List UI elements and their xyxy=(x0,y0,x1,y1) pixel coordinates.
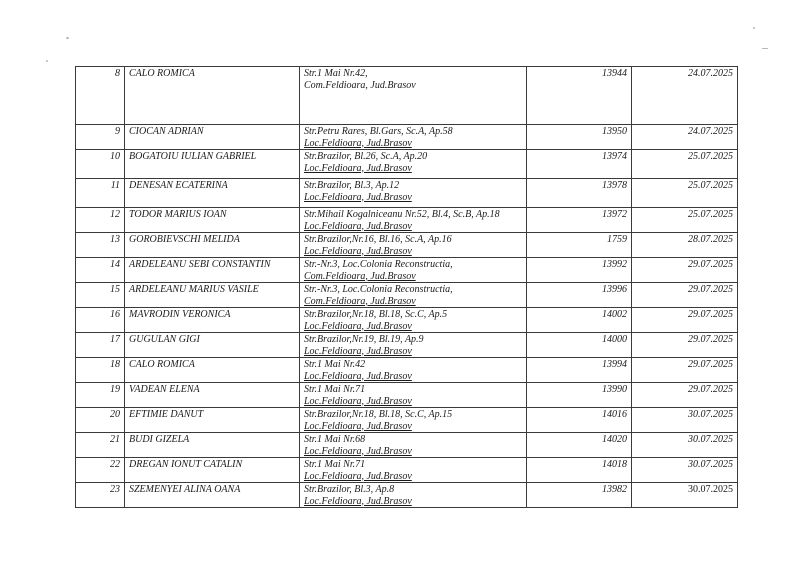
row-number-cell xyxy=(76,333,125,358)
address-line-2: Com.Feldioara, Jud.Brasov xyxy=(304,295,416,307)
address-line-2: Loc.Feldioara, Jud.Brasov xyxy=(304,220,412,232)
row-number: 9 xyxy=(115,126,120,137)
registration-date: 29.07.2025 xyxy=(688,334,733,345)
person-name-cell xyxy=(125,125,300,150)
registration-date: 25.07.2025 xyxy=(688,180,733,191)
row-number-cell xyxy=(76,179,125,208)
document-number: 13978 xyxy=(602,180,627,191)
table-row xyxy=(76,358,738,383)
document-number-cell xyxy=(527,383,632,408)
document-number: 14000 xyxy=(602,334,627,345)
address-line-1: Str.Brazilor,Nr.18, Bl.18, Sc.C, Ap.15 xyxy=(304,409,453,420)
person-name: SZEMENYEI ALINA OANA xyxy=(129,484,241,495)
address-line-2: Loc.Feldioara, Jud.Brasov xyxy=(304,445,412,457)
address-line-1: Str.1 Mai Nr.71 xyxy=(304,384,366,395)
table-row xyxy=(76,433,738,458)
scan-speck xyxy=(46,60,48,62)
table-row xyxy=(76,308,738,333)
person-name-cell xyxy=(125,408,300,433)
document-number: 13992 xyxy=(602,259,627,270)
document-number-cell xyxy=(527,433,632,458)
address-line-1: Str.Brazilor, Bl.3, Ap.8 xyxy=(304,484,395,495)
document-number-cell xyxy=(527,458,632,483)
row-number-cell xyxy=(76,150,125,179)
person-name-cell xyxy=(125,67,300,125)
person-name-cell xyxy=(125,150,300,179)
person-name-cell xyxy=(125,179,300,208)
row-number-cell xyxy=(76,383,125,408)
row-number: 11 xyxy=(110,180,120,191)
address-line-1: Str.1 Mai Nr.42 xyxy=(304,359,366,370)
address-line-1: Str.1 Mai Nr.71 xyxy=(304,459,366,470)
address-line-2: Loc.Feldioara, Jud.Brasov xyxy=(304,370,412,382)
date-cell xyxy=(632,383,738,408)
registration-date: 25.07.2025 xyxy=(688,151,733,162)
row-number: 18 xyxy=(110,359,120,370)
person-name: TODOR MARIUS IOAN xyxy=(129,209,227,220)
row-number: 17 xyxy=(110,334,120,345)
document-number: 13974 xyxy=(602,151,627,162)
scan-speck xyxy=(762,48,768,49)
table-row xyxy=(76,283,738,308)
registration-date: 30.07.2025 xyxy=(688,459,733,470)
document-number: 13994 xyxy=(602,359,627,370)
document-number-cell xyxy=(527,308,632,333)
address-line-2: Com.Feldioara, Jud.Brasov xyxy=(304,79,416,91)
document-number-cell xyxy=(527,408,632,433)
address-cell xyxy=(300,150,527,179)
address-cell xyxy=(300,125,527,150)
row-number: 22 xyxy=(110,459,120,470)
person-name: BUDI GIZELA xyxy=(129,434,190,445)
address-line-2: Loc.Feldioara, Jud.Brasov xyxy=(304,162,412,174)
register-table xyxy=(75,66,738,508)
registration-date: 25.07.2025 xyxy=(688,209,733,220)
document-number: 14020 xyxy=(602,434,627,445)
row-number-cell xyxy=(76,67,125,125)
row-number-cell xyxy=(76,433,125,458)
row-number: 13 xyxy=(110,234,120,245)
person-name-cell xyxy=(125,258,300,283)
address-cell xyxy=(300,67,527,125)
person-name: BOGATOIU IULIAN GABRIEL xyxy=(129,151,257,162)
address-cell xyxy=(300,258,527,283)
row-number: 10 xyxy=(110,151,120,162)
registration-date: 29.07.2025 xyxy=(688,309,733,320)
document-number: 14002 xyxy=(602,309,627,320)
person-name-cell xyxy=(125,458,300,483)
address-line-2: Loc.Feldioara, Jud.Brasov xyxy=(304,395,412,407)
address-cell xyxy=(300,483,527,508)
table-row xyxy=(76,258,738,283)
table-row xyxy=(76,67,738,125)
table-row xyxy=(76,208,738,233)
row-number: 14 xyxy=(110,259,120,270)
row-number: 12 xyxy=(110,209,120,220)
address-cell xyxy=(300,208,527,233)
person-name-cell xyxy=(125,283,300,308)
document-number-cell xyxy=(527,208,632,233)
address-line-1: Str.Brazilor, Bl.3, Ap.12 xyxy=(304,180,400,191)
date-cell xyxy=(632,179,738,208)
registration-date: 24.07.2025 xyxy=(688,68,733,79)
document-number-cell xyxy=(527,483,632,508)
date-cell xyxy=(632,150,738,179)
registration-date: 24.07.2025 xyxy=(688,126,733,137)
table-row xyxy=(76,408,738,433)
row-number-cell xyxy=(76,208,125,233)
scan-speck xyxy=(753,27,755,29)
date-cell xyxy=(632,458,738,483)
address-line-2: Loc.Feldioara, Jud.Brasov xyxy=(304,495,412,507)
document-number: 14016 xyxy=(602,409,627,420)
person-name-cell xyxy=(125,433,300,458)
document-number-cell xyxy=(527,358,632,383)
person-name: MAVRODIN VERONICA xyxy=(129,309,231,320)
document-number-cell xyxy=(527,233,632,258)
address-line-1: Str.-Nr.3, Loc.Colonia Reconstructia, xyxy=(304,284,453,295)
scan-speck xyxy=(66,37,69,39)
document-number: 13990 xyxy=(602,384,627,395)
table-row xyxy=(76,483,738,508)
document-number: 13944 xyxy=(602,68,627,79)
address-line-2: Loc.Feldioara, Jud.Brasov xyxy=(304,245,412,257)
address-cell xyxy=(300,408,527,433)
person-name: EFTIMIE DANUT xyxy=(129,409,204,420)
address-cell xyxy=(300,308,527,333)
person-name: ARDELEANU MARIUS VASILE xyxy=(129,284,259,295)
document-number: 14018 xyxy=(602,459,627,470)
person-name-cell xyxy=(125,308,300,333)
row-number: 23 xyxy=(110,484,120,495)
table-row xyxy=(76,125,738,150)
address-cell xyxy=(300,233,527,258)
address-line-2: Loc.Feldioara, Jud.Brasov xyxy=(304,345,412,357)
person-name-cell xyxy=(125,483,300,508)
registration-date: 29.07.2025 xyxy=(688,284,733,295)
row-number-cell xyxy=(76,233,125,258)
document-number-cell xyxy=(527,67,632,125)
person-name: CALO ROMICA xyxy=(129,359,195,370)
document-number-cell xyxy=(527,258,632,283)
document-number-cell xyxy=(527,150,632,179)
address-line-1: Str.Petru Rares, Bl.Gars, Sc.A, Ap.58 xyxy=(304,126,453,137)
row-number-cell xyxy=(76,458,125,483)
person-name-cell xyxy=(125,333,300,358)
registration-date: 29.07.2025 xyxy=(688,384,733,395)
date-cell xyxy=(632,333,738,358)
address-line-2: Loc.Feldioara, Jud.Brasov xyxy=(304,320,412,332)
person-name-cell xyxy=(125,208,300,233)
address-cell xyxy=(300,283,527,308)
date-cell xyxy=(632,283,738,308)
address-cell xyxy=(300,458,527,483)
address-cell xyxy=(300,383,527,408)
date-cell xyxy=(632,208,738,233)
row-number: 19 xyxy=(110,384,120,395)
document-number: 13982 xyxy=(602,484,627,495)
document-number-cell xyxy=(527,333,632,358)
address-cell xyxy=(300,179,527,208)
date-cell xyxy=(632,433,738,458)
date-cell xyxy=(632,258,738,283)
row-number-cell xyxy=(76,358,125,383)
registration-date: 29.07.2025 xyxy=(688,259,733,270)
person-name: DENESAN ECATERINA xyxy=(129,180,228,191)
address-line-2: Loc.Feldioara, Jud.Brasov xyxy=(304,420,412,432)
address-line-1: Str.Mihail Kogalniceanu Nr.52, Bl.4, Sc.B, Ap.18 xyxy=(304,209,500,220)
person-name-cell xyxy=(125,358,300,383)
date-cell xyxy=(632,308,738,333)
document-number: 13996 xyxy=(602,284,627,295)
person-name: CALO ROMICA xyxy=(129,68,195,79)
table-row xyxy=(76,383,738,408)
date-cell xyxy=(632,67,738,125)
registration-date: 28.07.2025 xyxy=(688,234,733,245)
document-number-cell xyxy=(527,283,632,308)
document-number-cell xyxy=(527,179,632,208)
address-cell xyxy=(300,433,527,458)
row-number-cell xyxy=(76,483,125,508)
address-line-2: Loc.Feldioara, Jud.Brasov xyxy=(304,470,412,482)
date-cell xyxy=(632,408,738,433)
row-number-cell xyxy=(76,308,125,333)
address-line-1: Str.Brazilor,Nr.16, Bl.16, Sc.A, Ap.16 xyxy=(304,234,452,245)
document-number: 1759 xyxy=(607,234,627,245)
person-name: VADEAN ELENA xyxy=(129,384,200,395)
person-name: CIOCAN ADRIAN xyxy=(129,126,204,137)
table-row xyxy=(76,150,738,179)
date-cell xyxy=(632,483,738,508)
person-name: GUGULAN GIGI xyxy=(129,334,200,345)
registration-date: 30.07.2025 xyxy=(688,434,733,445)
address-line-2: Loc.Feldioara, Jud.Brasov xyxy=(304,191,412,203)
address-line-1: Str.1 Mai Nr.68 xyxy=(304,434,366,445)
row-number: 15 xyxy=(110,284,120,295)
registration-date: 29.07.2025 xyxy=(688,359,733,370)
row-number-cell xyxy=(76,125,125,150)
row-number: 21 xyxy=(110,434,120,445)
document-number: 13972 xyxy=(602,209,627,220)
person-name: GOROBIEVSCHI MELIDA xyxy=(129,234,240,245)
row-number-cell xyxy=(76,258,125,283)
table-row xyxy=(76,458,738,483)
address-line-1: Str.1 Mai Nr.42, xyxy=(304,68,368,79)
row-number: 16 xyxy=(110,309,120,320)
date-cell xyxy=(632,125,738,150)
row-number-cell xyxy=(76,408,125,433)
date-cell xyxy=(632,233,738,258)
table-row xyxy=(76,333,738,358)
row-number-cell xyxy=(76,283,125,308)
registration-date: 30.07.2025 xyxy=(688,409,733,420)
person-name-cell xyxy=(125,383,300,408)
row-number: 8 xyxy=(115,68,120,79)
table-row xyxy=(76,233,738,258)
document-number: 13950 xyxy=(602,126,627,137)
person-name: ARDELEANU SEBI CONSTANTIN xyxy=(129,259,271,270)
address-line-2: Com.Feldioara, Jud.Brasov xyxy=(304,270,416,282)
address-cell xyxy=(300,333,527,358)
address-line-1: Str.-Nr.3, Loc.Colonia Reconstructia, xyxy=(304,259,453,270)
person-name: DREGAN IONUT CATALIN xyxy=(129,459,243,470)
row-number: 20 xyxy=(110,409,120,420)
address-line-2: Loc.Feldioara, Jud.Brasov xyxy=(304,137,412,149)
address-line-1: Str.Brazilor,Nr.18, Bl.18, Sc.C, Ap.5 xyxy=(304,309,448,320)
table-row xyxy=(76,179,738,208)
address-line-1: Str.Brazilor, Bl.26, Sc.A, Ap.20 xyxy=(304,151,428,162)
address-cell xyxy=(300,358,527,383)
document-number-cell xyxy=(527,125,632,150)
person-name-cell xyxy=(125,233,300,258)
date-cell xyxy=(632,358,738,383)
registration-date: 30.07.2025 xyxy=(688,484,733,495)
address-line-1: Str.Brazilor,Nr.19, Bl.19, Ap.9 xyxy=(304,334,424,345)
